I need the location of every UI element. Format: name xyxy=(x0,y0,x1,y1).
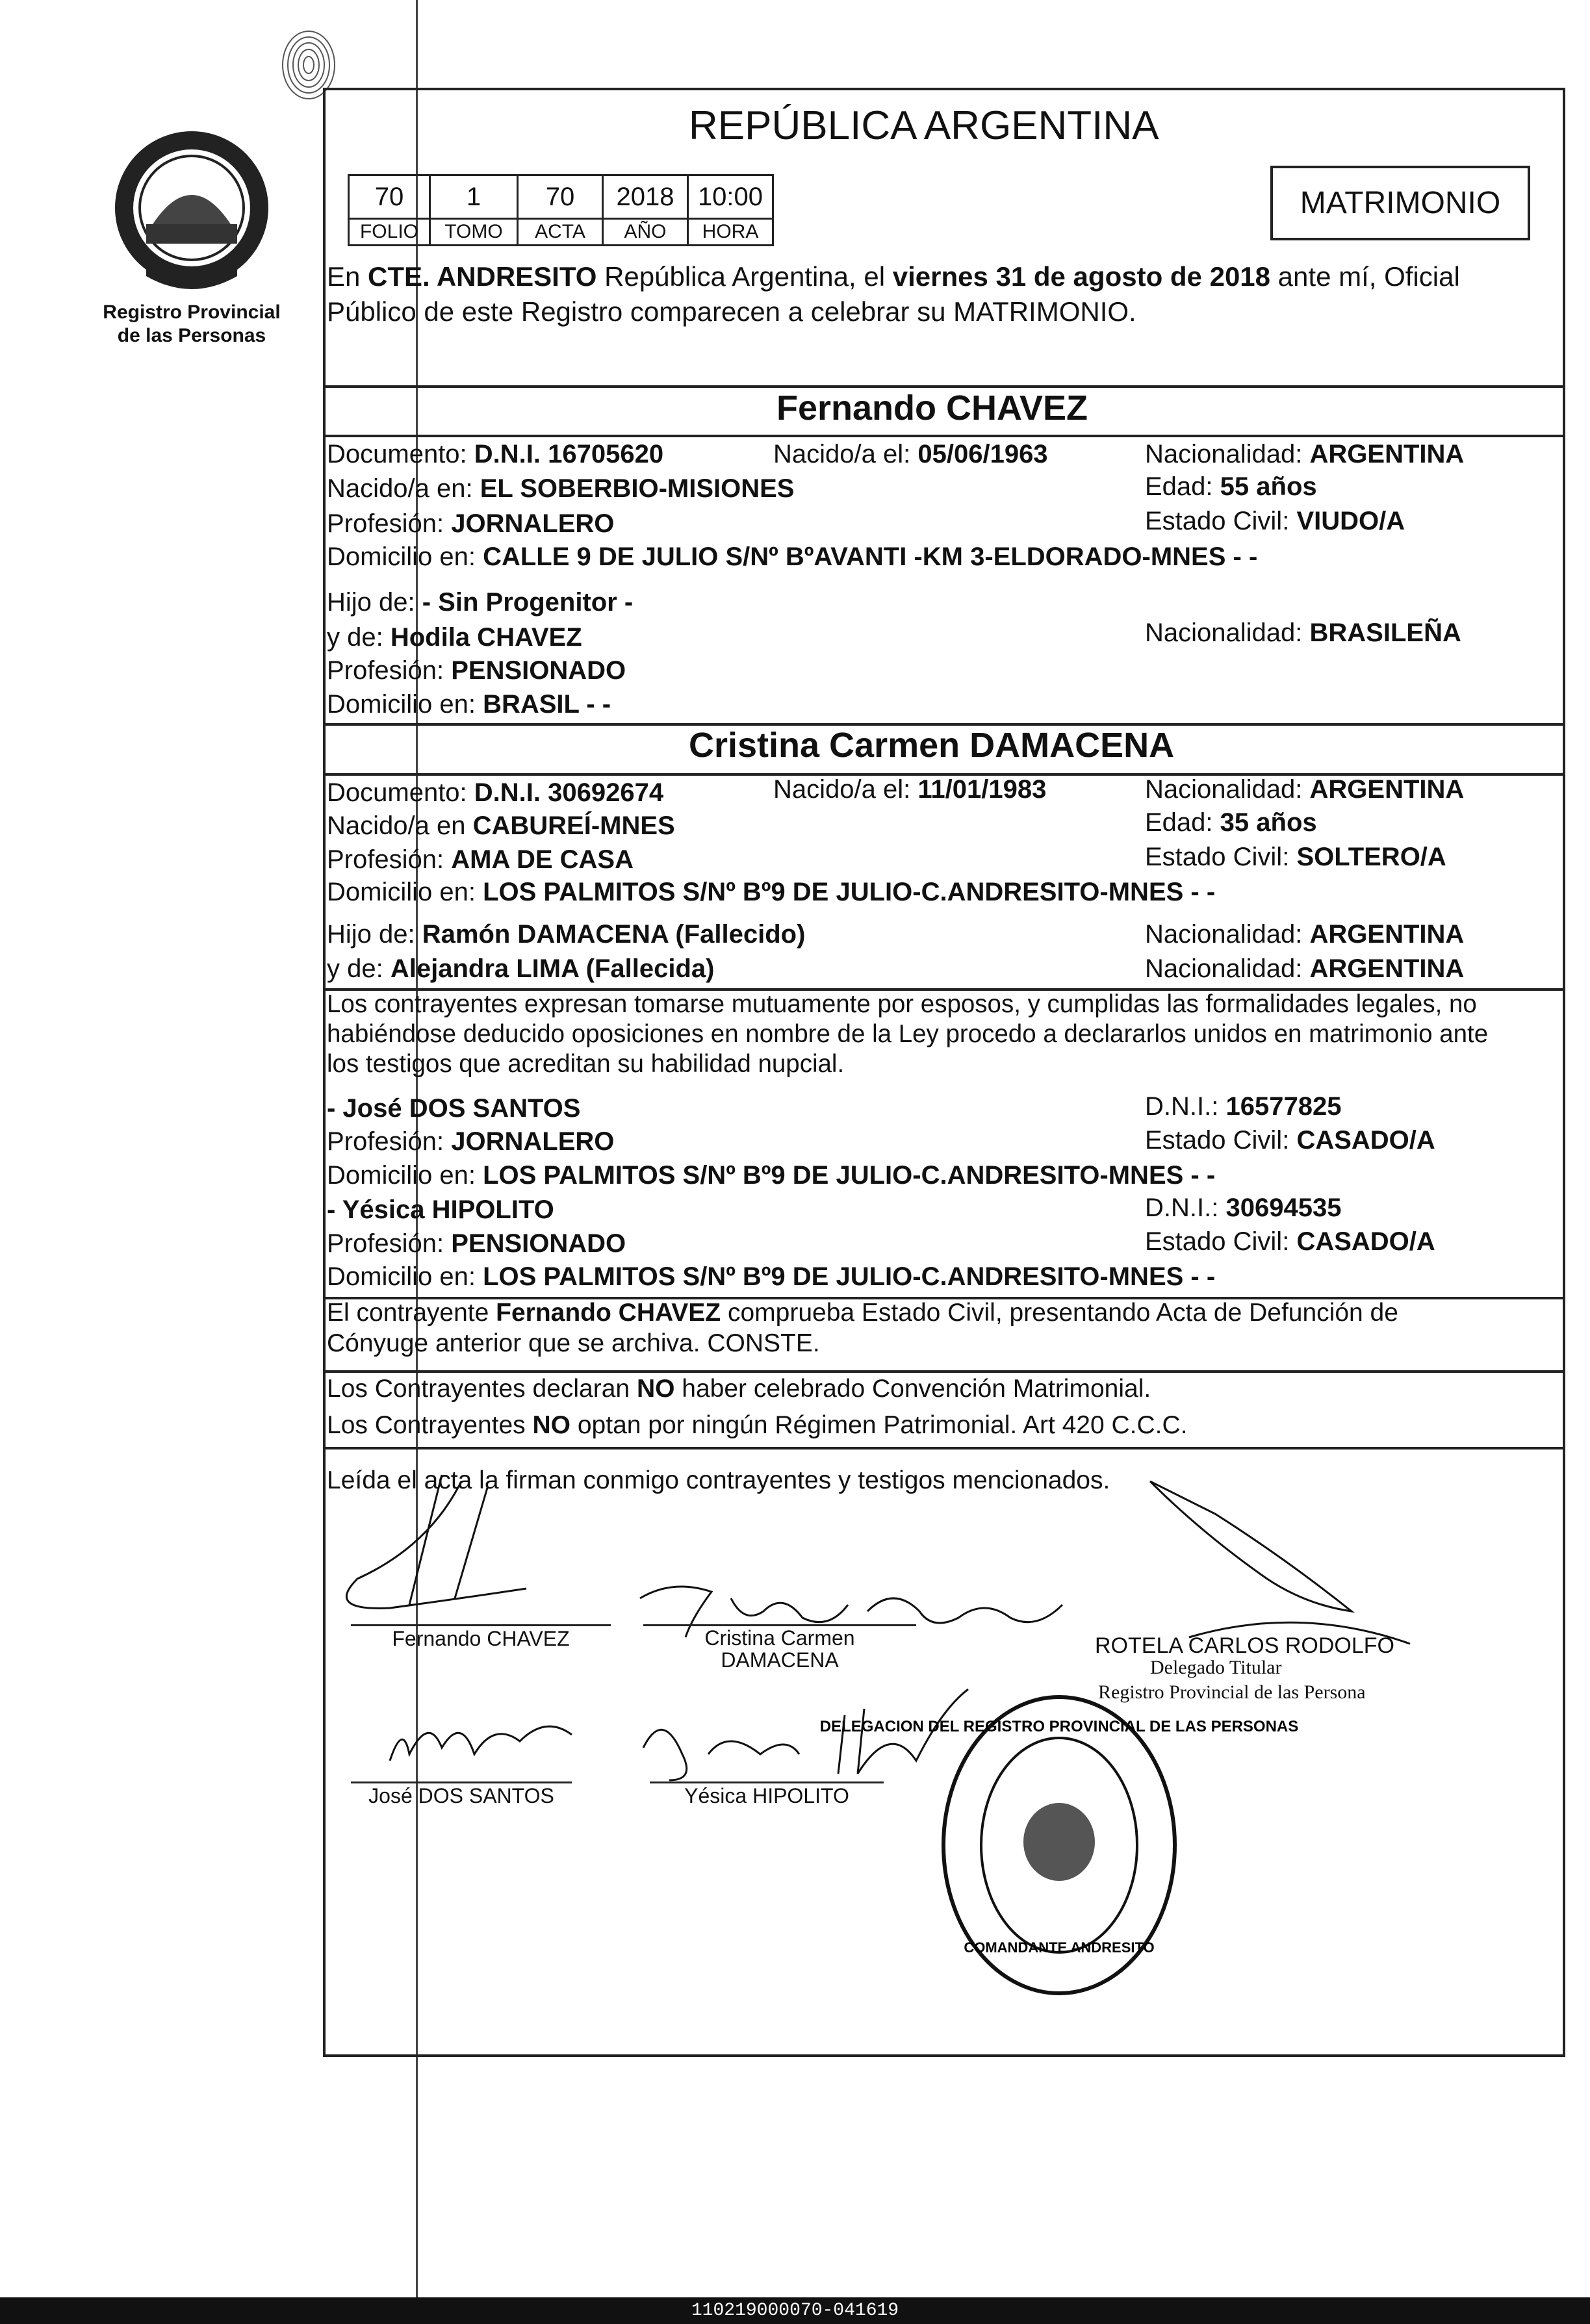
witness2-address: Domicilio en: LOS PALMITOS S/Nº Bº9 DE JULIO-C.ANDRESITO-MNES - - xyxy=(327,1262,1216,1291)
note-line-2: Cónyuge anterior que se archiva. CONSTE. xyxy=(327,1329,820,1357)
spouse2-document: Documento: D.N.I. 30692674 xyxy=(327,778,664,807)
witness1-civil-status: Estado Civil: CASADO/A xyxy=(1145,1126,1435,1155)
spouse2-mother: y de: Alejandra LIMA (Fallecida) xyxy=(327,954,715,983)
witness2-civil-status: Estado Civil: CASADO/A xyxy=(1145,1227,1435,1256)
spouse1-birthplace: Nacido/a en: EL SOBERBIO-MISIONES xyxy=(327,474,795,503)
spouse1-mother-profession: Profesión: PENSIONADO xyxy=(327,656,626,685)
ano-value: 2018 xyxy=(603,175,688,219)
stamp-outer-text: DELEGACION DEL REGISTRO PROVINCIAL DE LAS PERSONAS xyxy=(819,1718,1299,1735)
spouse2-father-nationality: Nacionalidad: ARGENTINA xyxy=(1145,920,1465,949)
spouse1-civil-status: Estado Civil: VIUDO/A xyxy=(1145,507,1405,535)
divider xyxy=(323,1447,1563,1449)
declaration-line-3: los testigos que acreditan su habilidad nupcial. xyxy=(327,1050,845,1078)
signature-label-cristina: Cristina Carmen DAMACENA xyxy=(704,1626,855,1672)
spouse1-document: Documento: D.N.I. 16705620 xyxy=(327,440,664,468)
spouse2-age: Edad: 35 años xyxy=(1145,808,1317,837)
divider xyxy=(323,435,1563,437)
acta-label: ACTA xyxy=(518,219,603,246)
declaration-line-1: Los contrayentes expresan tomarse mutuamente por esposos, y cumplidas las formalidades legales, no xyxy=(327,990,1477,1018)
witness2-dni: D.N.I.: 30694535 xyxy=(1145,1194,1342,1222)
agreement-line-2: Los Contrayentes NO optan por ningún Régimen Patrimonial. Art 420 C.C.C. xyxy=(327,1411,1188,1439)
spouse2-address: Domicilio en: LOS PALMITOS S/Nº Bº9 DE JULIO-C.ANDRESITO-MNES - - xyxy=(327,878,1216,906)
signature-official xyxy=(1137,1475,1430,1631)
signature-line xyxy=(650,1781,884,1783)
spouse2-civil-status: Estado Civil: SOLTERO/A xyxy=(1145,843,1446,871)
hora-label: HORA xyxy=(688,219,773,246)
official-name: ROTELA CARLOS RODOLFO xyxy=(1095,1633,1394,1658)
intro-line-2: Público de este Registro comparecen a celebrar su MATRIMONIO. xyxy=(327,296,1136,327)
spouse1-nationality: Nacionalidad: ARGENTINA xyxy=(1145,440,1465,468)
spouse2-birthdate: Nacido/a el: 11/01/1983 xyxy=(773,775,1047,804)
spouse2-profession: Profesión: AMA DE CASA xyxy=(327,845,634,874)
spouse1-age: Edad: 55 años xyxy=(1145,472,1317,501)
witness1-dni: D.N.I.: 16577825 xyxy=(1145,1092,1342,1121)
logo-caption: Registro Provincial de las Personas xyxy=(103,301,281,346)
agreement-line-1: Los Contrayentes declaran NO haber celebrado Convención Matrimonial. xyxy=(327,1375,1151,1403)
signature-label-yesica: Yésica HIPOLITO xyxy=(684,1784,849,1807)
divider xyxy=(323,1370,1563,1373)
witness1-profession: Profesión: JORNALERO xyxy=(327,1127,615,1156)
spouse1-birthdate: Nacido/a el: 05/06/1963 xyxy=(773,440,1048,468)
intro-line-1: En CTE. ANDRESITO República Argentina, el viernes 31 de agosto de 2018 ante mí, Oficial xyxy=(327,261,1460,292)
hora-value: 10:00 xyxy=(688,175,773,219)
witness1-name: - José DOS SANTOS xyxy=(327,1094,581,1123)
spouse1-mother-nationality: Nacionalidad: BRASILEÑA xyxy=(1145,619,1461,647)
spouse2-nationality: Nacionalidad: ARGENTINA xyxy=(1145,775,1465,804)
stamp-inner-text: COMANDANTE ANDRESITO xyxy=(964,1939,1155,1956)
spouse2-birthplace: Nacido/a en CABUREÍ-MNES xyxy=(327,811,675,840)
document-title: REPÚBLICA ARGENTINA xyxy=(689,103,1159,148)
spouse2-father: Hijo de: Ramón DAMACENA (Fallecido) xyxy=(327,920,806,949)
spouse2-mother-nationality: Nacionalidad: ARGENTINA xyxy=(1145,954,1465,983)
barcode-number: 110219000070-041619 xyxy=(691,2301,899,2321)
signature-line xyxy=(351,1781,572,1783)
tomo-label: TOMO xyxy=(430,219,518,246)
official-stamp xyxy=(819,1692,1299,1998)
acta-value: 70 xyxy=(518,175,603,219)
record-fields-table xyxy=(348,174,774,246)
official-office: Registro Provincial de las Persona xyxy=(1098,1681,1366,1703)
spouse1-profession: Profesión: JORNALERO xyxy=(327,509,615,538)
note-line-1: El contrayente Fernando CHAVEZ comprueba Estado Civil, presentando Acta de Defunción de xyxy=(327,1299,1398,1327)
spouse1-address: Domicilio en: CALLE 9 DE JULIO S/Nº BºAVANTI -KM 3-ELDORADO-MNES - - xyxy=(327,543,1258,571)
spouse2-name: Cristina Carmen DAMACENA xyxy=(689,726,1175,765)
doc-type-box xyxy=(1270,166,1530,240)
signature-label-jose: José DOS SANTOS xyxy=(368,1784,554,1807)
folio-value: 70 xyxy=(349,175,430,219)
signature-line xyxy=(351,1624,611,1626)
barcode-footer xyxy=(0,2297,1590,2324)
witness2-name: - Yésica HIPOLITO xyxy=(327,1195,554,1224)
witness2-profession: Profesión: PENSIONADO xyxy=(327,1229,626,1258)
official-role: Delegado Titular xyxy=(1150,1657,1282,1678)
spouse1-mother-address: Domicilio en: BRASIL - - xyxy=(327,690,611,719)
signature-jose xyxy=(364,1702,598,1774)
signature-fernando xyxy=(331,1468,617,1637)
closing-text: Leída el acta la firman conmigo contrayentes y testigos mencionados. xyxy=(327,1466,1110,1494)
spouse1-mother: y de: Hodila CHAVEZ xyxy=(327,623,582,652)
folio-label: FOLIO xyxy=(349,219,430,246)
spouse1-father: Hijo de: - Sin Progenitor - xyxy=(327,588,634,617)
registry-logo xyxy=(107,127,276,296)
signature-label-fernando: Fernando CHAVEZ xyxy=(392,1627,570,1650)
ano-label: AÑO xyxy=(603,219,688,246)
doc-type-label: MATRIMONIO xyxy=(1300,186,1501,220)
tomo-value: 1 xyxy=(430,175,518,219)
declaration-line-2: habiéndose deducido oposiciones en nombre de la Ley procedo a declararlos unidos en matrimonio ante xyxy=(327,1020,1489,1048)
spouse1-name: Fernando CHAVEZ xyxy=(776,389,1088,428)
witness1-address: Domicilio en: LOS PALMITOS S/Nº Bº9 DE JULIO-C.ANDRESITO-MNES - - xyxy=(327,1161,1216,1190)
